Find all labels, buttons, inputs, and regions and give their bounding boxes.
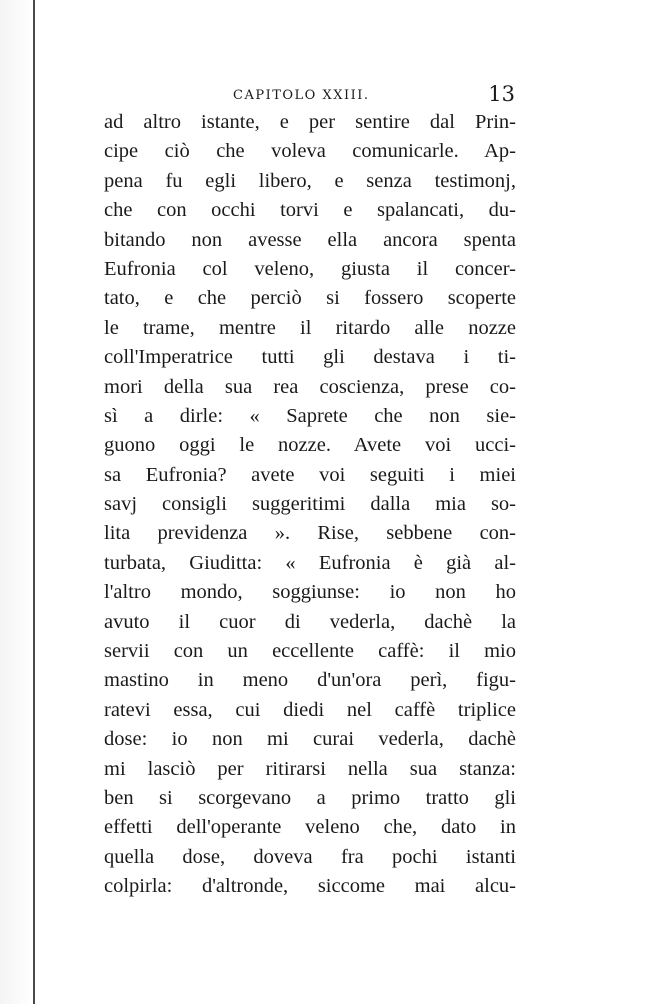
text-line: mori della sua rea coscienza, prese co- [104, 375, 516, 398]
text-line: quella dose, doveva fra pochi istanti [104, 845, 516, 868]
page-number: 13 [488, 82, 515, 106]
text-line: ben si scorgevano a primo tratto gli [104, 786, 516, 809]
text-line: turbata, Giuditta: « Eufronia è già al- [104, 551, 516, 574]
text-line: servii con un eccellente caffè: il mio [104, 640, 516, 663]
text-line: savj consigli suggeritimi dalla mia so- [104, 493, 516, 516]
text-line: ad altro istante, e per sentire dal Prin- [104, 111, 516, 133]
text-line: sa Eufronia? avete voi seguiti i miei [104, 463, 516, 486]
chapter-title: CAPITOLO XXIII. [233, 88, 370, 103]
text-line: l'altro mondo, soggiunse: io non ho [104, 581, 516, 604]
text-line: tato, e che perciò si fossero scoperte [104, 287, 516, 310]
text-line: colpirla: d'altronde, siccome mai alcu- [104, 875, 516, 898]
text-line: cipe ciò che voleva comunicarle. Ap- [104, 140, 516, 163]
running-head [105, 82, 515, 108]
text-line: bitando non avesse ella ancora spenta [104, 228, 516, 251]
text-line: mi lasciò per ritirarsi nella sua stanza: [104, 757, 516, 780]
text-line: le trame, mentre il ritardo alle nozze [104, 316, 516, 339]
text-line: che con occhi torvi e spalancati, du- [104, 199, 516, 222]
text-line: lita previdenza ». Rise, sebbene con- [104, 522, 516, 545]
text-line: effetti dell'operante veleno che, dato in [104, 816, 516, 839]
text-line: mastino in meno d'un'ora perì, figu- [104, 669, 516, 692]
text-line: guono oggi le nozze. Avete voi ucci- [104, 434, 516, 457]
text-line: Eufronia col veleno, giusta il concer- [104, 257, 516, 280]
text-line: sì a dirle: « Saprete che non sie- [104, 404, 516, 427]
text-line: dose: io non mi curai vederla, dachè [104, 728, 516, 751]
text-line: pena fu egli libero, e senza testimonj, [104, 169, 516, 192]
body-text [104, 108, 516, 902]
text-line: coll'Imperatrice tutti gli destava i ti- [104, 346, 516, 369]
text-line: avuto il cuor di vederla, dachè la [104, 610, 516, 633]
text-line: ratevi essa, cui diedi nel caffè triplice [104, 698, 516, 721]
